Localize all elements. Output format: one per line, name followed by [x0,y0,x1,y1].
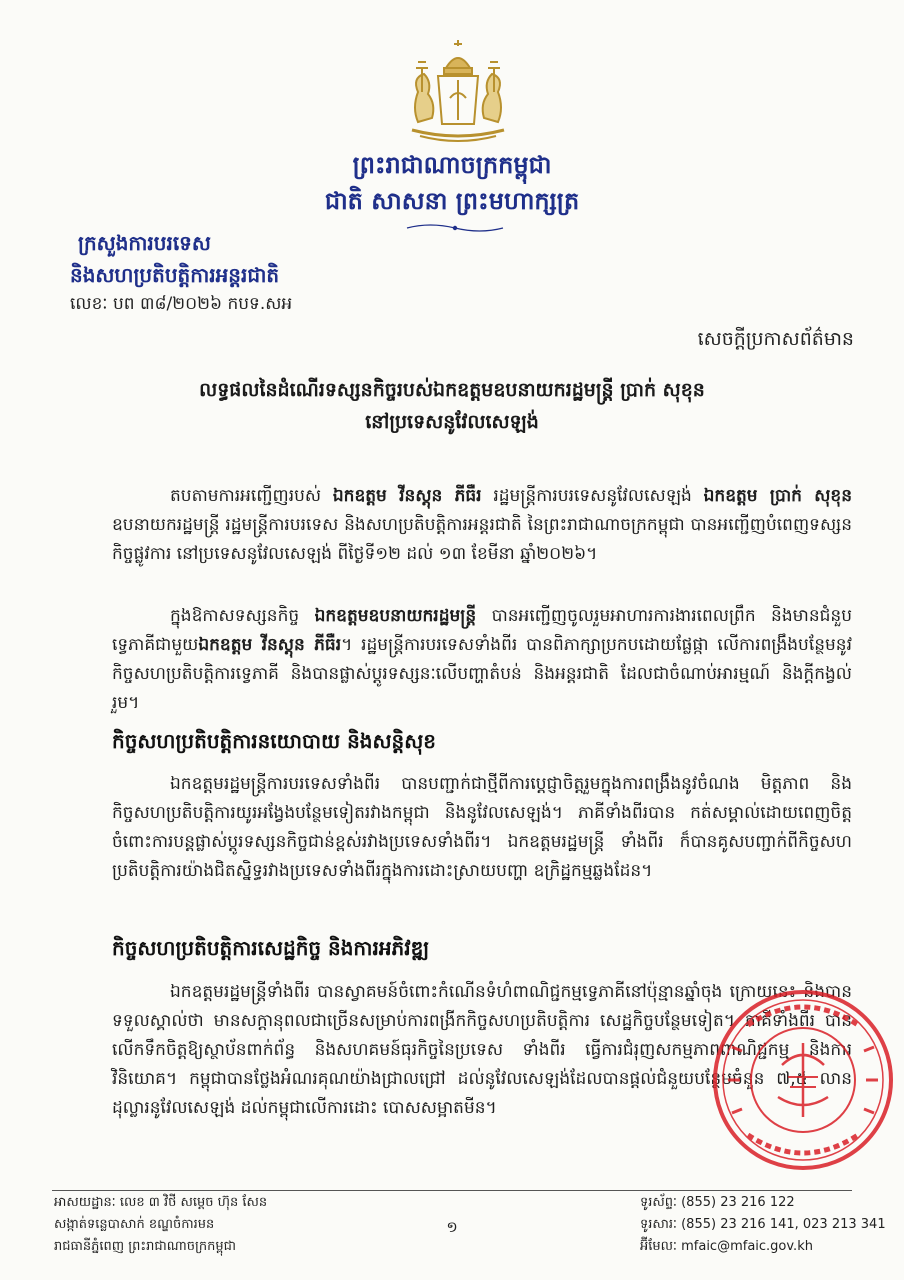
section-heading-political-security: កិច្ចសហប្រតិបត្តិការនយោបាយ និងសន្តិសុខ [112,729,436,753]
title-line2: នៅប្រទេសនូវែលសេឡង់ [365,411,539,433]
section-heading-economic-development: កិច្ចសហប្រតិបត្តិការសេដ្ឋកិច្ច និងការអភិវឌ្ឍ [112,936,430,960]
p1-name: ឯកឧត្តម ប្រាក់ សុខុន [703,486,853,506]
paragraph-1 [112,482,852,569]
royal-emblem-icon [398,38,518,148]
ministry-seal-stamp [708,985,898,1175]
p1-text: ឧបនាយករដ្ឋមន្ត្រី រដ្ឋមន្ត្រីការបរទេស និងសហប្រតិបត្តិការអន្តរជាតិ នៃព្រះរាជាណាចក្រកម្ពុជា បានអញ្ជើញបំពេញទស្សនកិច្ចផ្លូវការ នៅប្រទេសនូវែលសេឡង់ ពីថ្ងៃទី១២ ដល់ ១៣ ខែមីនា ឆ្នាំ២០២៦។ [112,515,852,564]
address-line: សង្កាត់ទន្លេបាសាក់ ខណ្ឌចំការមន [54,1217,215,1232]
ministry-name-line1: ក្រសួងការបរទេស [78,231,211,255]
p2-text: បានអញ្ជើញចូលរួមអាហារការងារពេលព្រឹក និងមានជំនួបទ្វេភាគីជាមួយ [112,606,852,655]
title-line1: លទ្ធផលនៃដំណើរទស្សនកិច្ចរបស់ឯកឧត្តមឧបនាយករដ្ឋមន្ត្រី ប្រាក់ សុខុន [199,379,705,401]
email-address: អ៊ីមែលៈ mfaic@mfaic.gov.kh [640,1239,813,1254]
p1-text: រដ្ឋមន្ត្រីការបរទេសនូវែលសេឡង់ [481,486,704,506]
kingdom-name: ព្រះរាជាណាចក្រកម្ពុជា [352,150,552,179]
p2-text: ។ រដ្ឋមន្ត្រីការបរទេសទាំងពីរ បានពិភាក្សាប្រកបដោយផ្លែផ្កា លើការពង្រឹងបន្ថែមនូវកិច្ចសហប្រតិបត្តិការទ្វេភាគី និងបានផ្លាស់ប្តូរទស្សនៈលើបញ្ហាតំបន់ និងអន្តរជាតិ ដែលជាចំណាប់អារម្មណ៍ និងក្តីកង្វល់រួម។ [112,635,852,713]
page-number: ១ [446,1218,458,1236]
national-motto: ជាតិ សាសនា ព្រះមហាក្សត្រ [324,186,580,215]
footer-divider [52,1190,852,1191]
address-line: រាជធានីភ្នំពេញ ព្រះរាជាណាចក្រកម្ពុជា [54,1239,236,1254]
phone-number: ទូរស័ព្ទៈ (855) 23 216 122 [640,1195,795,1210]
p2-name: ឯកឧត្តមឧបនាយករដ្ឋមន្ត្រី [314,606,477,626]
reference-number: លេខៈ បព ៣៨/២០២៦ កបទ.សអ [70,294,293,314]
document-type: សេចក្តីប្រកាសព័ត៌មាន [697,328,854,350]
fax-number: ទូរសារៈ (855) 23 216 141, 023 213 341 [640,1217,886,1232]
paragraph-3: ឯកឧត្តមរដ្ឋមន្ត្រីការបរទេសទាំងពីរ បានបញ្ជាក់ជាថ្មីពីការប្តេជ្ញាចិត្តរួមក្នុងការពង្រឹងនូវចំណង មិត្តភាព និងកិច្ចសហប្រតិបត្តិការយូរអង្វែងបន្ថែមទៀតរវាងកម្ពុជា និងនូវែលសេឡង់។ ភាគីទាំងពីរបាន កត់សម្គាល់ដោយពេញចិត្តចំពោះការបន្តផ្លាស់ប្តូរទស្សនកិច្ចជាន់ខ្ពស់រវាងប្រទេសទាំងពីរ។ ឯកឧត្តមរដ្ឋមន្ត្រី ទាំងពីរ ក៏បានគូសបញ្ជាក់ពីកិច្ចសហប្រតិបត្តិការយ៉ាងជិតស្និទ្ធរវាងប្រទេសទាំងពីរក្នុងការដោះស្រាយបញ្ហា ឧក្រិដ្ឋកម្មឆ្លងដែន។ [112,774,852,881]
p2-name: ឯកឧត្តម វីនស្តុន ភីធឺរ [198,635,342,655]
p2-text: ក្នុងឱកាសទស្សនកិច្ច [170,606,315,626]
footer-contacts [640,1192,886,1258]
p1-text: តបតាមការអញ្ជើញរបស់ [170,486,333,506]
ministry-name-line2: និងសហប្រតិបត្តិការអន្តរជាតិ [70,263,280,287]
press-release-title [60,374,844,438]
divider-ornament-icon [405,222,505,234]
paragraph-2 [112,602,852,718]
address-line: អាសយដ្ឋានៈ លេខ ៣ វិថី សម្តេច ហ៊ុន សែន [54,1195,268,1210]
p1-name: ឯកឧត្តម វីនស្តុន ភីធឺរ [332,486,482,506]
paragraph-4: ឯកឧត្តមរដ្ឋមន្ត្រីទាំងពីរ បានស្វាគមន៍ចំពោះកំណើនទំហំពាណិជ្ជកម្មទ្វេភាគីនៅប៉ុន្មានឆ្នាំចុង ក្រោយនេះ និងបានទទួលស្គាល់ថា មានសក្តានុពលជាច្រើនសម្រាប់ការពង្រីកកិច្ចសហប្រតិបត្តិការ សេដ្ឋកិច្ចបន្ថែមទៀត។ ភាគីទាំងពីរ បានលើកទឹកចិត្តឱ្យស្ថាប័នពាក់ព័ន្ធ និងសហគមន៍ធុរកិច្ចនៃប្រទេស ទាំងពីរ ធ្វើការជំរុញសកម្មភាពពាណិជ្ជកម្ម និងការវិនិយោគ។ កម្ពុជាបានថ្លែងអំណរគុណយ៉ាងជ្រាលជ្រៅ ដល់នូវែលសេឡង់ដែលបានផ្តល់ជំនួយបន្ថែមចំនួន ៧,៥ លានដុល្លារនូវែលសេឡង់ ដល់កម្ពុជាលើការដោះ បោសសម្អាតមីន។ [112,982,852,1118]
